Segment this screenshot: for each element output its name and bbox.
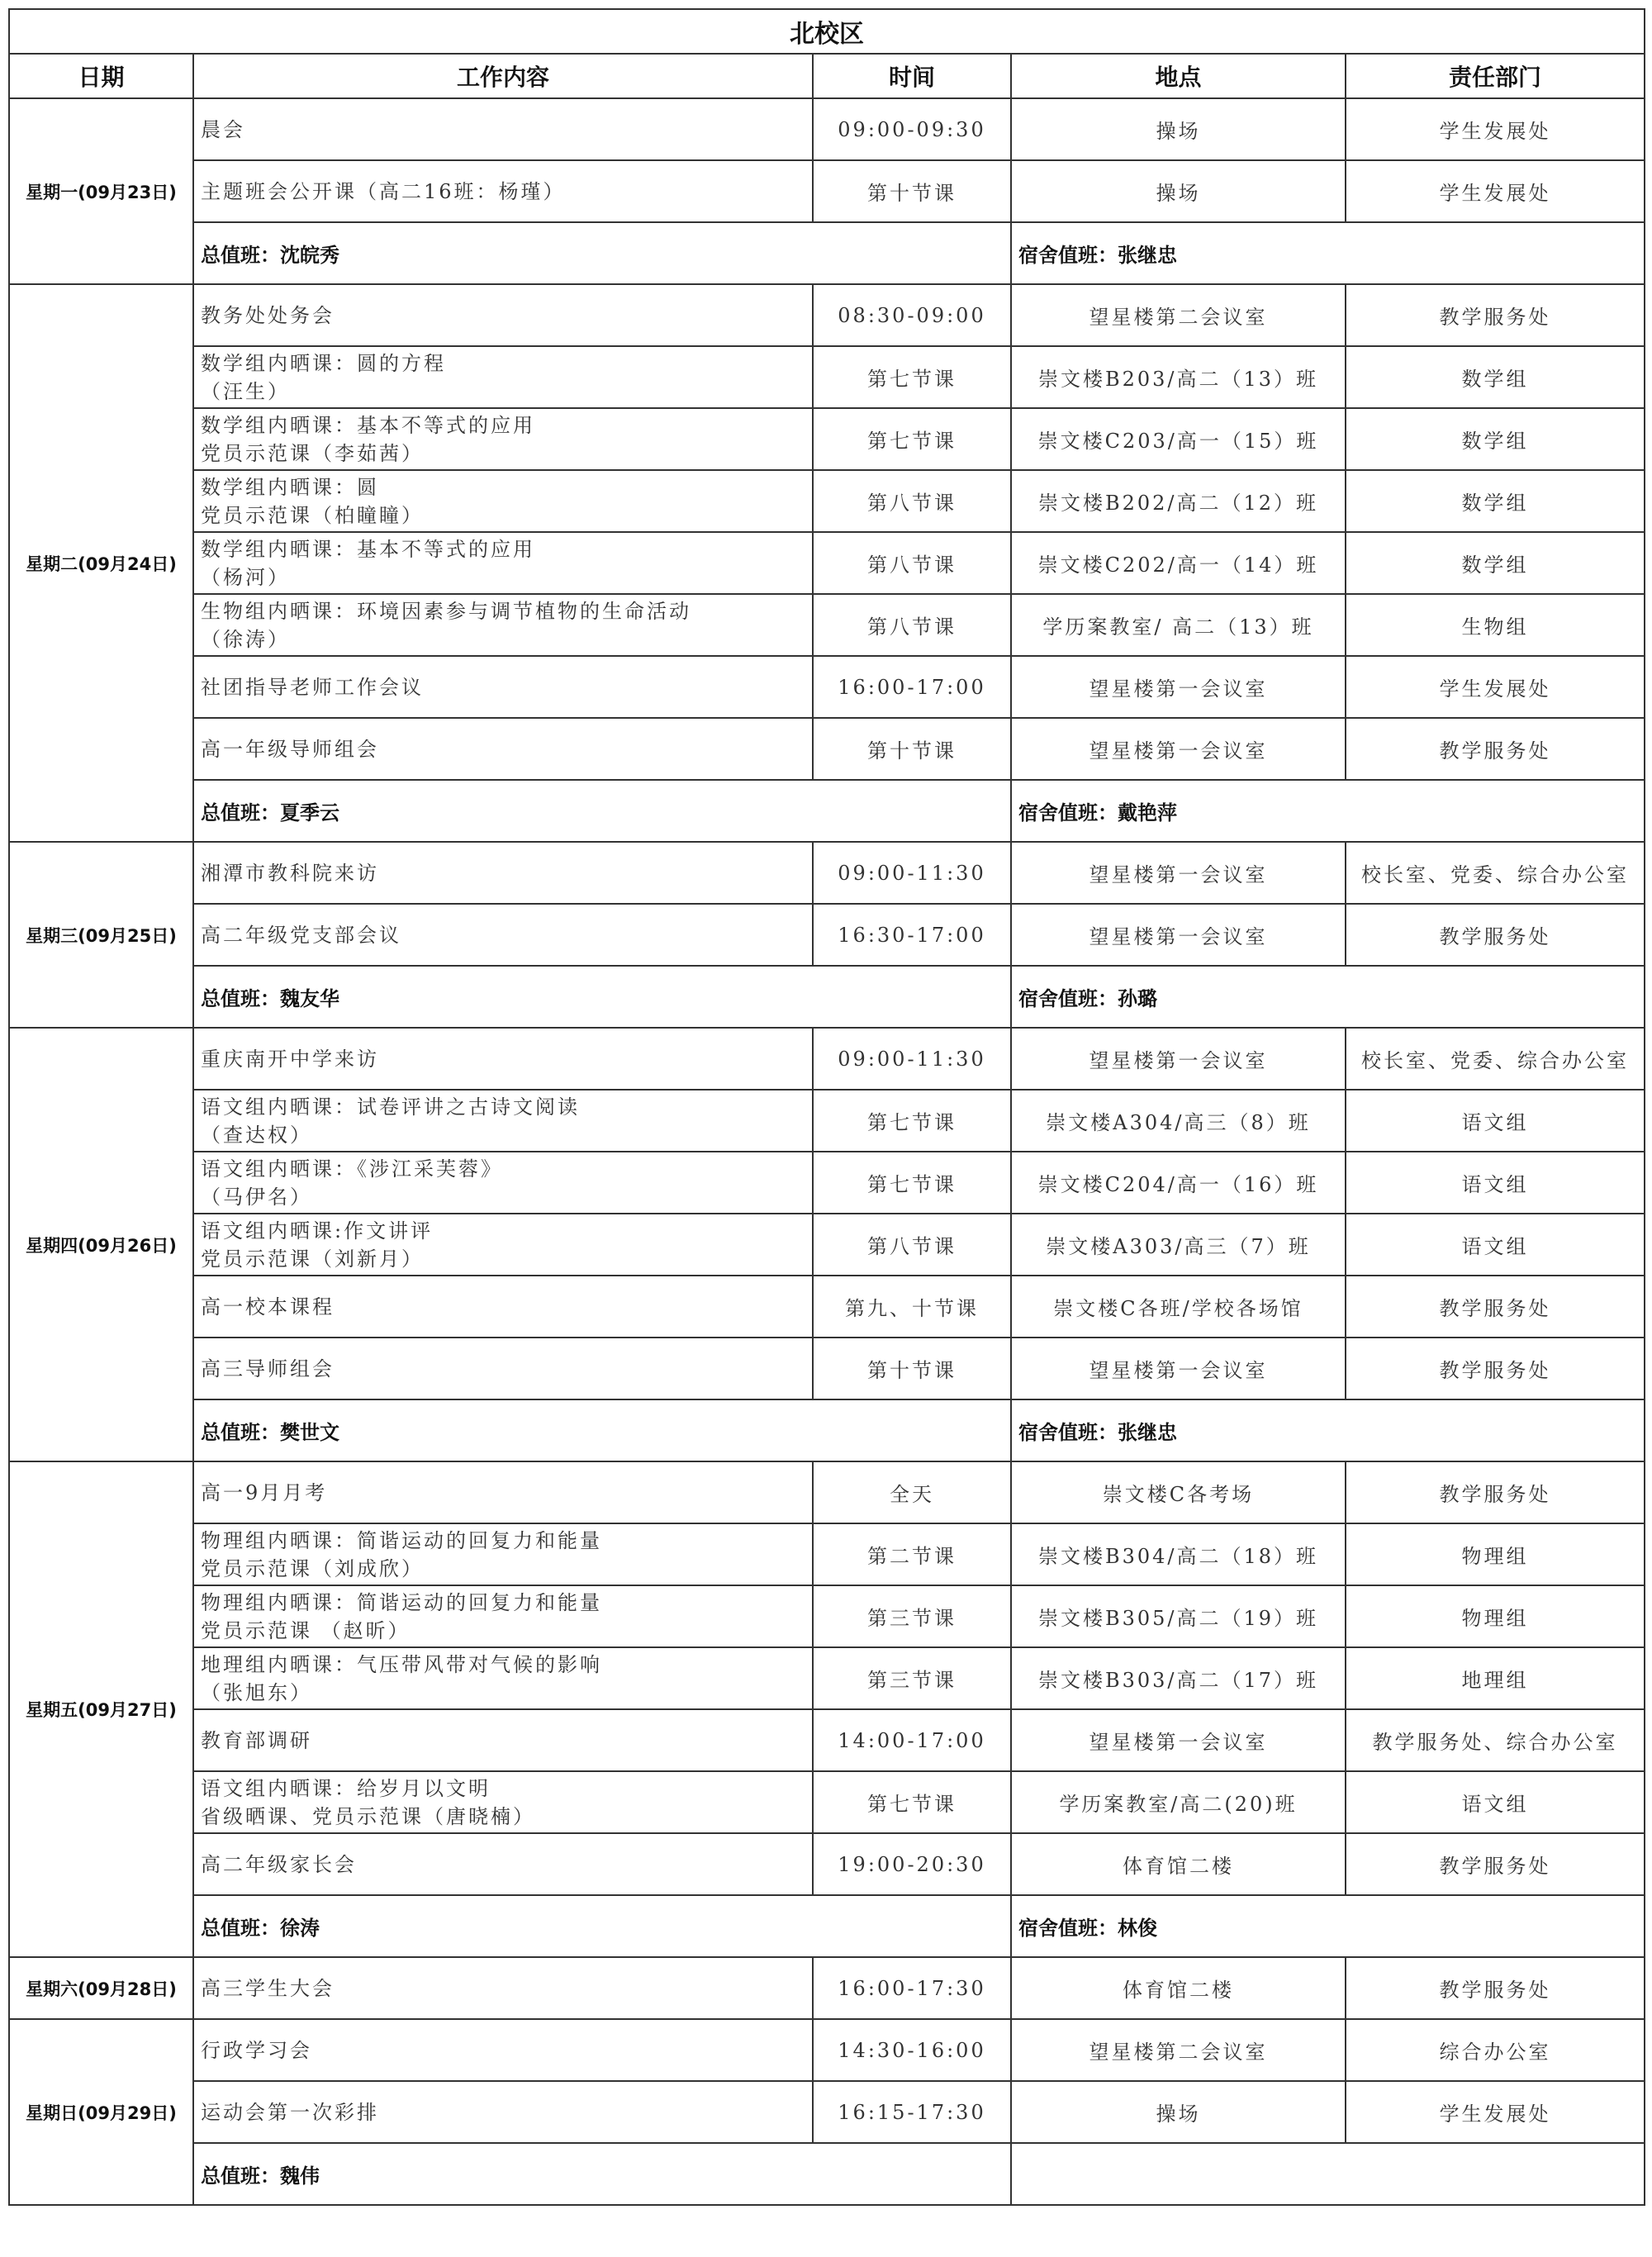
work-content: 运动会第一次彩排: [193, 2081, 813, 2143]
dorm-duty-label: 宿舍值班：: [1018, 1421, 1118, 1444]
work-location: 体育馆二楼: [1011, 1833, 1346, 1895]
table-row: [9, 904, 1645, 966]
work-location: 崇文楼B303/高二（17）班: [1011, 1647, 1346, 1709]
general-duty: [193, 2143, 1011, 2205]
work-time: 第三节课: [813, 1585, 1011, 1647]
general-duty-name: 夏季云: [280, 801, 339, 824]
work-time: 08:30-09:00: [813, 284, 1011, 346]
campus-title: 北校区: [9, 9, 1645, 54]
general-duty-label: 总值班：: [201, 801, 280, 824]
dorm-duty: [1011, 222, 1645, 284]
work-location: 崇文楼B305/高二（19）班: [1011, 1585, 1346, 1647]
schedule-table: [8, 8, 1645, 2206]
general-duty-label: 总值班：: [201, 2164, 280, 2188]
work-location: 操场: [1011, 160, 1346, 222]
dorm-duty-name: 张继忠: [1118, 244, 1177, 267]
table-row: [9, 842, 1645, 904]
day-date: 星期二(09月24日): [9, 284, 193, 842]
work-time: 第七节课: [813, 1152, 1011, 1214]
table-row: [9, 408, 1645, 470]
work-dept: 语文组: [1346, 1771, 1645, 1833]
work-dept: 教学服务处、综合办公室: [1346, 1709, 1645, 1771]
work-dept: 教学服务处: [1346, 284, 1645, 346]
day-date: 星期五(09月27日): [9, 1461, 193, 1957]
table-row: [9, 470, 1645, 532]
table-row: [9, 2019, 1645, 2081]
dorm-duty-name: 戴艳萍: [1118, 801, 1177, 824]
work-content: 湘潭市教科院来访: [193, 842, 813, 904]
dorm-duty-label: 宿舍值班：: [1018, 801, 1118, 824]
table-row: [9, 2081, 1645, 2143]
work-dept: 地理组: [1346, 1647, 1645, 1709]
table-row: [9, 1152, 1645, 1214]
work-time: 14:30-16:00: [813, 2019, 1011, 2081]
duty-row: [9, 966, 1645, 1028]
table-row: [9, 594, 1645, 656]
work-time: 09:00-09:30: [813, 98, 1011, 160]
work-dept: 教学服务处: [1346, 1461, 1645, 1523]
general-duty-name: 魏伟: [280, 2164, 320, 2188]
general-duty-label: 总值班：: [201, 244, 280, 267]
work-dept: 数学组: [1346, 470, 1645, 532]
work-content: 生物组内晒课：环境因素参与调节植物的生命活动 （徐涛）: [193, 594, 813, 656]
work-location: 体育馆二楼: [1011, 1957, 1346, 2019]
work-dept: 学生发展处: [1346, 2081, 1645, 2143]
work-content: 教务处处务会: [193, 284, 813, 346]
general-duty-label: 总值班：: [201, 1421, 280, 1444]
work-content: 教育部调研: [193, 1709, 813, 1771]
work-location: 望星楼第一会议室: [1011, 1028, 1346, 1090]
work-location: 崇文楼C203/高一（15）班: [1011, 408, 1346, 470]
day-date: 星期四(09月26日): [9, 1028, 193, 1461]
work-location: 崇文楼C各班/学校各场馆: [1011, 1276, 1346, 1338]
work-content: 重庆南开中学来访: [193, 1028, 813, 1090]
work-content: 语文组内晒课：给岁月以文明 省级晒课、党员示范课（唐晓楠）: [193, 1771, 813, 1833]
work-location: 崇文楼B304/高二（18）班: [1011, 1523, 1346, 1585]
work-content: 高一校本课程: [193, 1276, 813, 1338]
work-location: 学历案教室/高二(20)班: [1011, 1771, 1346, 1833]
work-time: 16:00-17:00: [813, 656, 1011, 718]
duty-row: [9, 1399, 1645, 1461]
dorm-duty: [1011, 780, 1645, 842]
work-dept: 数学组: [1346, 346, 1645, 408]
work-dept: 物理组: [1346, 1585, 1645, 1647]
table-row: [9, 1214, 1645, 1276]
dorm-duty-label: 宿舍值班：: [1018, 987, 1118, 1010]
work-dept: 教学服务处: [1346, 1276, 1645, 1338]
dorm-duty-name: 张继忠: [1118, 1421, 1177, 1444]
work-content: 数学组内晒课：基本不等式的应用 党员示范课（李茹茜）: [193, 408, 813, 470]
work-time: 第七节课: [813, 408, 1011, 470]
work-location: 崇文楼B203/高二（13）班: [1011, 346, 1346, 408]
work-time: 第九、十节课: [813, 1276, 1011, 1338]
work-time: 16:00-17:30: [813, 1957, 1011, 2019]
work-content: 语文组内晒课:作文讲评 党员示范课（刘新月）: [193, 1214, 813, 1276]
work-location: 崇文楼A304/高三（8）班: [1011, 1090, 1346, 1152]
table-row: [9, 1090, 1645, 1152]
general-duty-name: 沈皖秀: [280, 244, 339, 267]
general-duty: [193, 222, 1011, 284]
work-dept: 语文组: [1346, 1214, 1645, 1276]
work-dept: 学生发展处: [1346, 160, 1645, 222]
work-location: 望星楼第二会议室: [1011, 284, 1346, 346]
work-time: 19:00-20:30: [813, 1833, 1011, 1895]
table-row: [9, 1833, 1645, 1895]
work-dept: 教学服务处: [1346, 1833, 1645, 1895]
work-dept: 学生发展处: [1346, 656, 1645, 718]
table-row: [9, 1523, 1645, 1585]
work-location: 望星楼第一会议室: [1011, 718, 1346, 780]
work-content: 语文组内晒课：试卷评讲之古诗文阅读 （查达权）: [193, 1090, 813, 1152]
table-row: [9, 1647, 1645, 1709]
work-time: 第十节课: [813, 718, 1011, 780]
work-content: 高三学生大会: [193, 1957, 813, 2019]
dorm-duty-empty: [1011, 2143, 1645, 2205]
header-date: 日期: [9, 54, 193, 98]
work-content: 社团指导老师工作会议: [193, 656, 813, 718]
work-time: 第七节课: [813, 346, 1011, 408]
schedule-page: [8, 8, 1644, 2206]
work-time: 全天: [813, 1461, 1011, 1523]
table-row: [9, 718, 1645, 780]
work-dept: 校长室、党委、综合办公室: [1346, 1028, 1645, 1090]
dorm-duty: [1011, 966, 1645, 1028]
general-duty-name: 樊世文: [280, 1421, 339, 1444]
work-content: 语文组内晒课：《涉江采芙蓉》 （马伊名）: [193, 1152, 813, 1214]
work-location: 学历案教室/ 高二（13）班: [1011, 594, 1346, 656]
dorm-duty-name: 林俊: [1118, 1917, 1157, 1940]
table-row: [9, 284, 1645, 346]
general-duty: [193, 1895, 1011, 1957]
work-time: 第七节课: [813, 1771, 1011, 1833]
work-dept: 教学服务处: [1346, 904, 1645, 966]
work-location: 崇文楼C各考场: [1011, 1461, 1346, 1523]
duty-row: [9, 1895, 1645, 1957]
work-dept: 校长室、党委、综合办公室: [1346, 842, 1645, 904]
work-dept: 综合办公室: [1346, 2019, 1645, 2081]
day-date: 星期一(09月23日): [9, 98, 193, 284]
work-content: 高三导师组会: [193, 1338, 813, 1399]
work-dept: 语文组: [1346, 1152, 1645, 1214]
work-content: 地理组内晒课：气压带风带对气候的影响 （张旭东）: [193, 1647, 813, 1709]
work-content: 高二年级家长会: [193, 1833, 813, 1895]
general-duty-name: 徐涛: [280, 1917, 320, 1940]
work-content: 行政学习会: [193, 2019, 813, 2081]
work-dept: 学生发展处: [1346, 98, 1645, 160]
work-content: 数学组内晒课：圆的方程 （汪生）: [193, 346, 813, 408]
table-row: [9, 1276, 1645, 1338]
general-duty-label: 总值班：: [201, 1917, 280, 1940]
general-duty: [193, 780, 1011, 842]
table-row: [9, 346, 1645, 408]
duty-row: [9, 222, 1645, 284]
work-location: 望星楼第二会议室: [1011, 2019, 1346, 2081]
dorm-duty-label: 宿舍值班：: [1018, 1917, 1118, 1940]
work-location: 望星楼第一会议室: [1011, 904, 1346, 966]
work-content: 主题班会公开课（高二16班：杨瑾）: [193, 160, 813, 222]
general-duty-label: 总值班：: [201, 987, 280, 1010]
work-location: 望星楼第一会议室: [1011, 656, 1346, 718]
duty-row: [9, 780, 1645, 842]
header-time: 时间: [813, 54, 1011, 98]
table-row: [9, 98, 1645, 160]
work-time: 09:00-11:30: [813, 1028, 1011, 1090]
day-date: 星期六(09月28日): [9, 1957, 193, 2019]
work-location: 崇文楼A303/高三（7）班: [1011, 1214, 1346, 1276]
table-row: [9, 1028, 1645, 1090]
general-duty-name: 魏友华: [280, 987, 339, 1010]
header-dept: 责任部门: [1346, 54, 1645, 98]
work-dept: 数学组: [1346, 532, 1645, 594]
work-time: 14:00-17:00: [813, 1709, 1011, 1771]
work-content: 物理组内晒课：简谐运动的回复力和能量 党员示范课（刘成欣）: [193, 1523, 813, 1585]
work-time: 第十节课: [813, 1338, 1011, 1399]
work-dept: 语文组: [1346, 1090, 1645, 1152]
work-time: 第八节课: [813, 1214, 1011, 1276]
work-time: 第八节课: [813, 594, 1011, 656]
header-location: 地点: [1011, 54, 1346, 98]
work-time: 第八节课: [813, 532, 1011, 594]
work-time: 第七节课: [813, 1090, 1011, 1152]
work-content: 物理组内晒课：简谐运动的回复力和能量 党员示范课 （赵昕）: [193, 1585, 813, 1647]
work-dept: 教学服务处: [1346, 1338, 1645, 1399]
dorm-duty-name: 孙璐: [1118, 987, 1157, 1010]
duty-row: [9, 2143, 1645, 2205]
work-location: 崇文楼C202/高一（14）班: [1011, 532, 1346, 594]
work-content: 晨会: [193, 98, 813, 160]
work-dept: 物理组: [1346, 1523, 1645, 1585]
work-time: 第八节课: [813, 470, 1011, 532]
work-time: 第三节课: [813, 1647, 1011, 1709]
work-dept: 数学组: [1346, 408, 1645, 470]
table-row: [9, 656, 1645, 718]
table-row: [9, 532, 1645, 594]
table-row: [9, 1461, 1645, 1523]
table-row: [9, 1709, 1645, 1771]
table-row: [9, 1771, 1645, 1833]
work-dept: 教学服务处: [1346, 718, 1645, 780]
work-content: 高一年级导师组会: [193, 718, 813, 780]
work-content: 数学组内晒课：基本不等式的应用 （杨河）: [193, 532, 813, 594]
work-content: 高二年级党支部会议: [193, 904, 813, 966]
work-time: 第十节课: [813, 160, 1011, 222]
work-time: 09:00-11:30: [813, 842, 1011, 904]
work-location: 望星楼第一会议室: [1011, 1709, 1346, 1771]
work-content: 高一9月月考: [193, 1461, 813, 1523]
work-location: 崇文楼C204/高一（16）班: [1011, 1152, 1346, 1214]
general-duty: [193, 966, 1011, 1028]
work-location: 操场: [1011, 98, 1346, 160]
table-row: [9, 1585, 1645, 1647]
work-content: 数学组内晒课：圆 党员示范课（柏瞳瞳）: [193, 470, 813, 532]
table-row: [9, 1338, 1645, 1399]
work-time: 第二节课: [813, 1523, 1011, 1585]
work-time: 16:15-17:30: [813, 2081, 1011, 2143]
work-location: 望星楼第一会议室: [1011, 842, 1346, 904]
day-date: 星期日(09月29日): [9, 2019, 193, 2205]
general-duty: [193, 1399, 1011, 1461]
dorm-duty: [1011, 1895, 1645, 1957]
work-time: 16:30-17:00: [813, 904, 1011, 966]
table-row: [9, 1957, 1645, 2019]
dorm-duty: [1011, 1399, 1645, 1461]
work-location: 操场: [1011, 2081, 1346, 2143]
work-dept: 教学服务处: [1346, 1957, 1645, 2019]
table-row: [9, 160, 1645, 222]
work-location: 崇文楼B202/高二（12）班: [1011, 470, 1346, 532]
day-date: 星期三(09月25日): [9, 842, 193, 1028]
work-location: 望星楼第一会议室: [1011, 1338, 1346, 1399]
work-dept: 生物组: [1346, 594, 1645, 656]
header-content: 工作内容: [193, 54, 813, 98]
dorm-duty-label: 宿舍值班：: [1018, 244, 1118, 267]
